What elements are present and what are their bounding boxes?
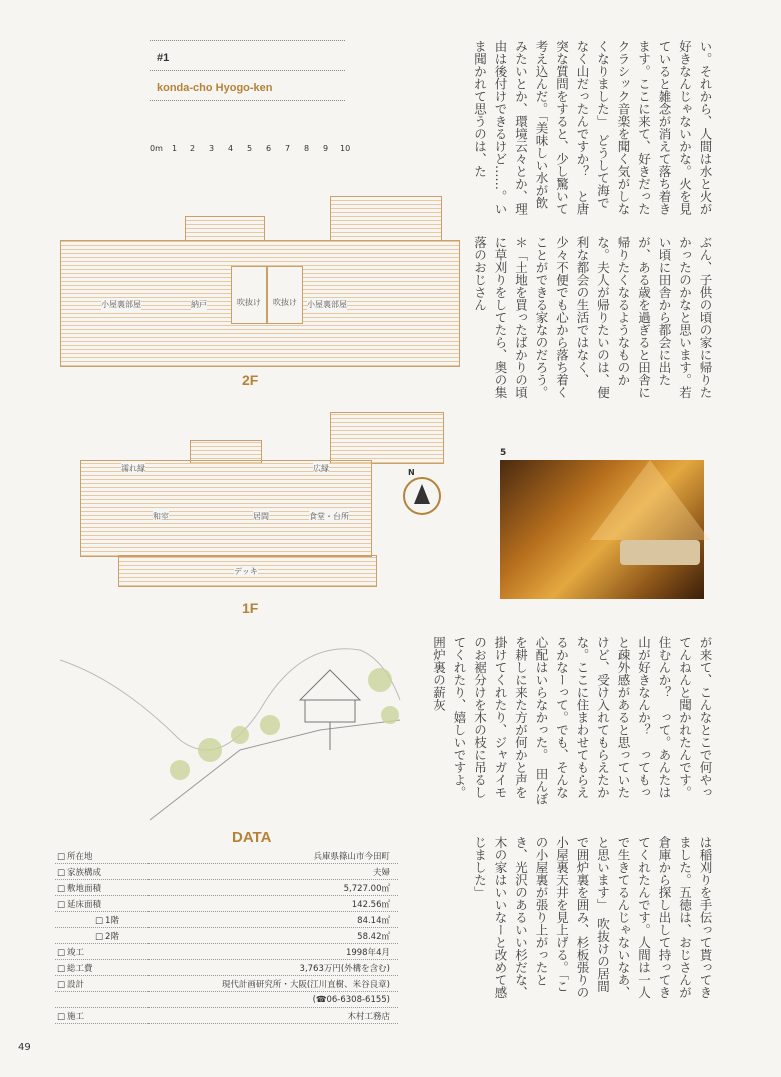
scale-tick-label: 5 [247,144,253,153]
data-key: □ 施工 [55,1008,148,1024]
scale-tick-label: 3 [209,144,215,153]
divider [150,40,345,41]
data-key: □ 家族構成 [55,864,148,880]
scale-tick-label: 0m [150,144,163,153]
data-value: 木村工務店 [148,1008,398,1024]
table-row [55,928,398,944]
table-row [55,992,398,1008]
data-value: 142.56㎡ [148,896,398,912]
room-label: 小屋裏部屋 [101,300,141,309]
data-value: 夫婦 [148,864,398,880]
balcony-left [185,216,265,242]
table-row [55,864,398,880]
data-value: (☎06-6308-6155) [148,992,398,1008]
table-row [55,960,398,976]
data-key: □ 敷地面積 [55,880,148,896]
compass-north-label: N [408,468,415,477]
scale-tick-label: 7 [285,144,291,153]
bedding [620,540,700,565]
room-label: デッキ [234,567,258,576]
floor-plan-1f [80,460,372,557]
balcony-right [330,196,442,242]
data-key: □ 所在地 [55,848,148,864]
room-label: 小屋裏部屋 [307,300,347,309]
floor-label-1f: 1F [242,600,259,616]
scale-tick-label: 1 [172,144,178,153]
floor-label-2f: 2F [242,372,259,388]
article-number: #1 [157,52,170,64]
table-row [55,1008,398,1024]
scale-tick-label: 9 [323,144,329,153]
data-key: □ 竣工 [55,944,148,960]
room-label: 広縁 [313,464,329,473]
floor-plan-2f [60,240,460,367]
scale-tick-label: 2 [190,144,196,153]
data-key: □ 総工費 [55,960,148,976]
data-value: 58.42㎡ [148,928,398,944]
data-value: 兵庫県篠山市今田町 [148,848,398,864]
room-label: 居間 [253,512,269,521]
divider [150,70,345,71]
roof-light [590,460,710,540]
data-value: 84.14㎡ [148,912,398,928]
text-column: い。それから、人間は水と火が好きなんじゃないかな。火を見ていると雑念が消えて落ち着きます。ここに来て、好きだったクラシック音楽を聞く気がしなくなりました」 どうして海でなく山だったんですか？ と唐突な質問をすると、少し驚いて考え込んだ。「美味しい水が飲みたいとか、環境云々とか、理由は後付けできるけど……。いま聞かれて思うのは、た [472,40,713,215]
data-value: 1998年4月 [148,944,398,960]
scale-tick-label: 4 [228,144,234,153]
scale-tick-label: 6 [266,144,272,153]
room-label: 吹抜け [267,266,303,324]
room-label: 和室 [153,512,169,521]
scale-tick-label: 10 [340,144,351,153]
table-row [55,912,398,928]
attic-photo [500,460,704,599]
room-label: 濡れ縁 [121,464,145,473]
photo-number: 5 [500,448,507,458]
table-row [55,896,398,912]
table-row [55,848,398,864]
data-key: □ 延床面積 [55,896,148,912]
data-key: □ 2階 [55,928,148,944]
compass-arrow-icon [414,484,430,504]
text-column: が来て、こんなとこで何やってんねんと聞かれたんです。住むんか？ って。あんたは山が好きなんか？ ってもっと疎外感があると思っていたけど、受け入れてもらえたかな。ここに住まわせてもらえるかなーって。でも、そんな心配はいらなかった。 田んぼを耕しに来た方が何かと声を掛けてくれたり、ジャガイモのお裾分けを木の枝に吊るしてくれたり、嬉しいですよ。囲炉裏の薪灰 [431,636,713,805]
section-sketch [60,620,400,820]
data-value: 3,763万円(外構を含む) [148,960,398,976]
scale-bar [150,136,370,156]
data-value: 5,727.00㎡ [148,880,398,896]
page-number: 49 [18,1042,31,1053]
data-heading: DATA [232,829,272,846]
text-column: ぶん、子供の頃の家に帰りたかったのかなと思います。若い頃に田舎から都会に出たが、ある歳を過ぎると田舎に帰りたくなるようなものかな。夫人が帰りたいのは、便利な都会の生活ではなく、少々不便でも心から落ち着くことができる家なのだろう。＊「土地を買ったばかりの頃に草刈りをしてたら、奥の集落のおじさん [472,236,713,399]
data-value: 現代計画研究所・大阪(江川直樹、米谷良章) [148,976,398,992]
table-row [55,880,398,896]
data-table [55,848,398,1024]
compass-icon [403,477,441,515]
location-title: konda-cho Hyogo-ken [157,82,273,94]
room-label: 納戸 [191,300,207,309]
table-row [55,944,398,960]
text-column: は稲刈りを手伝って貰ってきました。五徳は、おじさんが倉庫から探し出して持ってきてくれたんです。人間は一人で生きてるんじゃないなあ、と思います」 吹抜けの居間で囲炉裏を囲み、杉板張りの小屋裏天井を見上げる。「この小屋裏が張り上がったとき、光沢のあるいい杉だな、木の家はいいなーと改めて感じました」 [472,836,713,999]
data-key: □ 1階 [55,912,148,928]
table-row [55,976,398,992]
scale-tick-label: 8 [304,144,310,153]
room-label: 吹抜け [231,266,267,324]
room-label: 食堂・台所 [309,512,349,521]
divider [150,100,345,101]
deck-area [118,555,377,587]
data-key: □ 設計 [55,976,148,992]
bath-area [330,412,444,464]
